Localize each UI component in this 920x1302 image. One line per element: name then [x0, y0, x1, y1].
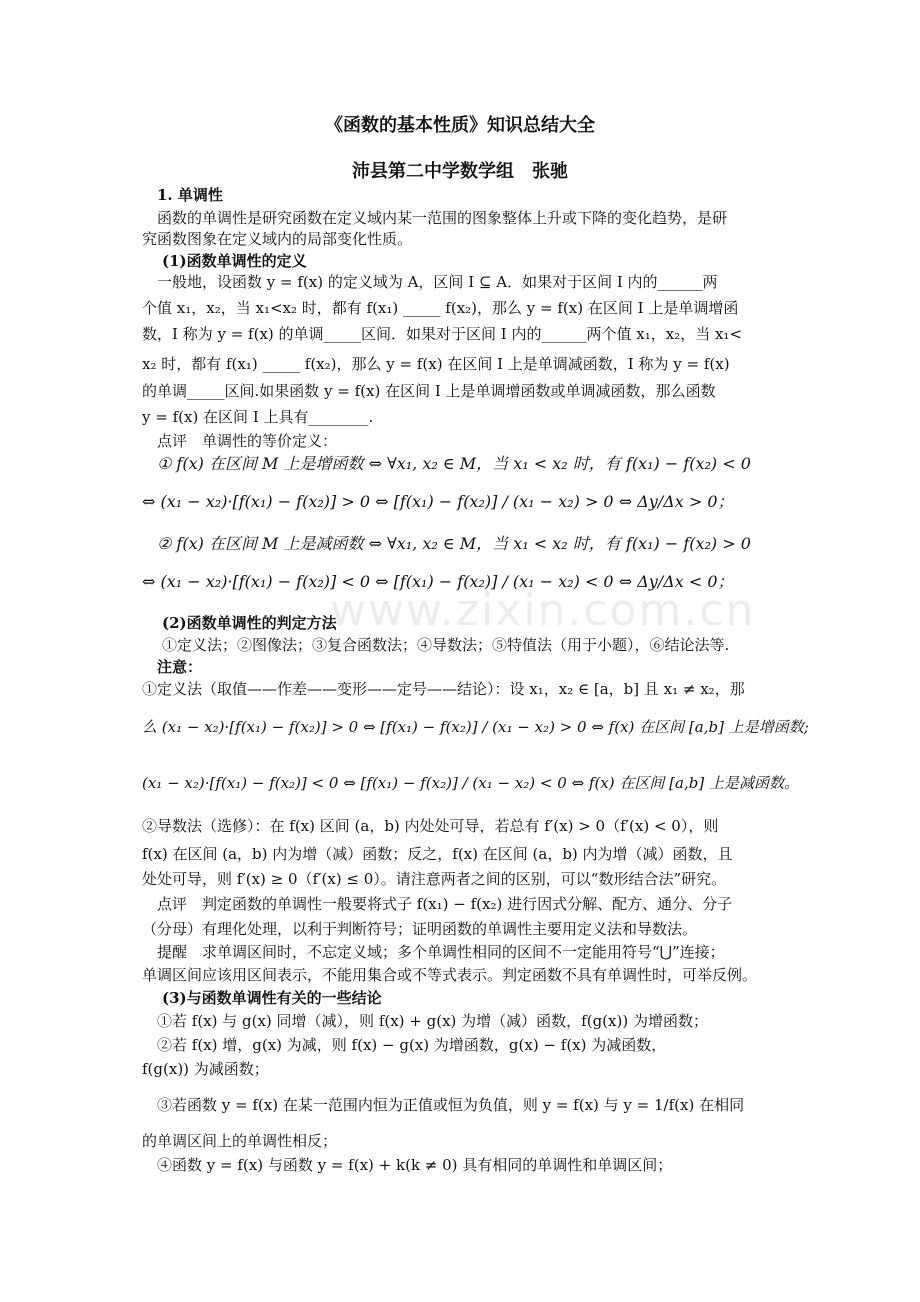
- conclusion-item: ④函数 y = f(x) 与函数 y = f(x) + k(k ≠ 0) 具有相同的单调性和单调区间；: [157, 1156, 673, 1174]
- reminder-line: 单调区间应该用区间表示，不能用集合或不等式表示。判定函数不具有单调性时，可举反例。: [142, 966, 758, 984]
- conclusion-item: ②若 f(x) 增，g(x) 为减，则 f(x) − g(x) 为增函数，g(x) − f(x) 为减函数，: [157, 1036, 667, 1054]
- paragraph-line: 究函数图象在定义域内的局部变化性质。: [142, 230, 413, 248]
- watermark: www.zixin.com.cn: [330, 585, 756, 636]
- note-label: 注意：: [157, 658, 203, 676]
- subsection-heading-conclusions: (3)与函数单调性有关的一些结论: [162, 989, 382, 1007]
- paragraph-line: 个值 x₁，x₂，当 x₁<x₂ 时，都有 f(x₁) _____ f(x₂)，那么 y = f(x) 在区间 I 上是单调增函: [142, 299, 739, 317]
- section-heading-monotonicity: 1. 单调性: [157, 186, 223, 204]
- paragraph-line: 函数的单调性是研究函数在定义域内某一范围的图象整体上升或下降的变化趋势，是研: [157, 209, 728, 227]
- paragraph-line: 一般地，设函数 y = f(x) 的定义域为 A，区间 I ⊆ A．如果对于区间 I 内的______两: [157, 273, 718, 291]
- derivative-method-line: 处处可导，则 f′(x) ≥ 0（f′(x) ≤ 0）。请注意两者之间的区别，可以“数形结合法”研究。: [142, 870, 727, 888]
- methods-list: ①定义法；②图像法；③复合函数法；④导数法；⑤特值法（用于小题），⑥结论法等.: [162, 636, 730, 654]
- paragraph-line: 的单调_____区间.如果函数 y = f(x) 在区间 I 上是单调增函数或单调减函数，那么函数: [142, 382, 716, 400]
- paragraph-line: x₂ 时，都有 f(x₁) _____ f(x₂)，那么 y = f(x) 在区间 I 上是单调减函数，I 称为 y = f(x): [142, 355, 730, 373]
- conclusion-item: ①若 f(x) 与 g(x) 同增（减），则 f(x) + g(x) 为增（减）函数，f(g(x)) 为增函数；: [157, 1012, 708, 1030]
- definition-method-increasing: 么 (x₁ − x₂)·[f(x₁) − f(x₂)] > 0 ⇔ [f(x₁) − f(x₂)] / (x₁ − x₂) > 0 ⇔ f(x) 在区间 [a,b] 上是增函数;: [142, 718, 809, 736]
- equivalence-decreasing: ② f(x) 在区间 M 上是减函数 ⇔ ∀x₁, x₂ ∈ M，当 x₁ < x₂ 时，有 f(x₁) − f(x₂) > 0: [157, 534, 751, 553]
- derivative-method-line: ②导数法（选修）：在 f(x) 区间 (a，b) 内处处可导，若总有 f′(x) > 0（f′(x) < 0），则: [142, 817, 719, 835]
- document-author: 沛县第二中学数学组 张驰: [352, 161, 568, 182]
- equivalence-increasing-chain: ⇔ (x₁ − x₂)·[f(x₁) − f(x₂)] > 0 ⇔ [f(x₁) − f(x₂)] / (x₁ − x₂) > 0 ⇔ Δy/Δx > 0；: [142, 492, 734, 511]
- conclusion-item: ③若函数 y = f(x) 在某一范围内恒为正值或恒为负值，则 y = f(x) 与 y = 1/f(x) 在相同: [157, 1096, 745, 1114]
- paragraph-line: y = f(x) 在区间 I 上具有________.: [142, 408, 374, 426]
- paragraph-line: 数，I 称为 y = f(x) 的单调_____区间．如果对于区间 I 内的______两个值 x₁，x₂，当 x₁<: [142, 325, 743, 343]
- definition-method-line: ①定义法（取值——作差——变形——定号——结论）：设 x₁，x₂ ∈ [a，b] 且 x₁ ≠ x₂，那: [142, 680, 745, 698]
- subsection-heading-definition: (1)函数单调性的定义: [162, 252, 307, 270]
- conclusion-item: 的单调区间上的单调性相反；: [142, 1132, 338, 1150]
- conclusion-item: f(g(x)) 为减函数；: [142, 1060, 269, 1078]
- document-title: 《函数的基本性质》知识总结大全: [325, 115, 595, 136]
- remark-line: （分母）有理化处理，以利于判断符号；证明函数的单调性主要用定义法和导数法。: [142, 920, 698, 938]
- definition-method-decreasing: (x₁ − x₂)·[f(x₁) − f(x₂)] < 0 ⇔ [f(x₁) − f(x₂)] / (x₁ − x₂) < 0 ⇔ f(x) 在区间 [a,b] 上是减函数。: [142, 774, 799, 792]
- derivative-method-line: f(x) 在区间 (a，b) 内为增（减）函数；反之，f(x) 在区间 (a，b) 内为增（减）函数，且: [142, 845, 733, 863]
- equivalence-decreasing-chain: ⇔ (x₁ − x₂)·[f(x₁) − f(x₂)] < 0 ⇔ [f(x₁) − f(x₂)] / (x₁ − x₂) < 0 ⇔ Δy/Δx < 0；: [142, 572, 734, 591]
- remark-line: 点评 单调性的等价定义：: [157, 432, 338, 450]
- reminder-line: 提醒 求单调区间时，不忘定义域；多个单调性相同的区间不一定能用符号“⋃”连接；: [157, 943, 725, 961]
- remark-line: 点评 判定函数的单调性一般要将式子 f(x₁) − f(x₂) 进行因式分解、配方、通分、分子: [157, 895, 733, 913]
- equivalence-increasing: ① f(x) 在区间 M 上是增函数 ⇔ ∀x₁, x₂ ∈ M，当 x₁ < x₂ 时，有 f(x₁) − f(x₂) < 0: [157, 454, 751, 473]
- subsection-heading-methods: (2)函数单调性的判定方法: [162, 614, 337, 632]
